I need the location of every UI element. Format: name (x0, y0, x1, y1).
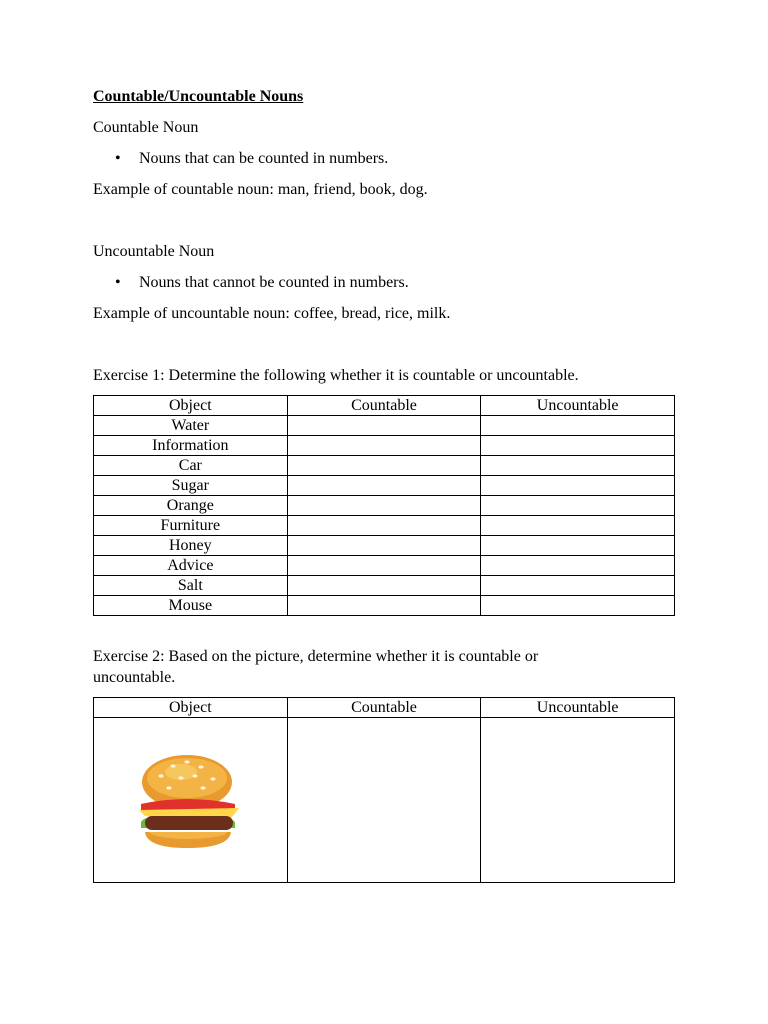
table-header-row (94, 698, 675, 718)
object-picture-cell (94, 718, 288, 883)
countable-cell[interactable] (287, 576, 481, 596)
header-countable: Countable (287, 396, 481, 416)
table-row (94, 436, 675, 456)
countable-example: Example of countable noun: man, friend, book, dog. (93, 181, 428, 198)
object-cell: Car (94, 456, 288, 476)
object-cell: Honey (94, 536, 288, 556)
object-cell: Salt (94, 576, 288, 596)
countable-cell[interactable] (287, 718, 481, 883)
uncountable-cell[interactable] (481, 416, 675, 436)
countable-cell[interactable] (287, 416, 481, 436)
uncountable-cell[interactable] (481, 718, 675, 883)
table-row (94, 718, 675, 883)
object-cell: Mouse (94, 596, 288, 616)
table-row (94, 476, 675, 496)
exercise1-instruction: Exercise 1: Determine the following whether it is countable or uncountable. (93, 367, 579, 384)
table-row (94, 576, 675, 596)
countable-heading: Countable Noun (93, 119, 199, 136)
exercise1-table (93, 395, 675, 616)
hamburger-icon (135, 752, 247, 848)
uncountable-definition: Nouns that cannot be counted in numbers. (139, 274, 409, 291)
table-row (94, 536, 675, 556)
bullet-icon: • (115, 274, 121, 291)
document-body (93, 86, 675, 883)
uncountable-example: Example of uncountable noun: coffee, bread, rice, milk. (93, 305, 451, 322)
countable-cell[interactable] (287, 516, 481, 536)
object-cell: Orange (94, 496, 288, 516)
uncountable-cell[interactable] (481, 496, 675, 516)
header-object: Object (94, 396, 288, 416)
exercise2-table (93, 697, 675, 883)
table-header-row (94, 396, 675, 416)
table-row (94, 516, 675, 536)
countable-bullet-list (93, 148, 675, 170)
list-item (93, 148, 675, 170)
countable-definition: Nouns that can be counted in numbers. (139, 150, 389, 167)
uncountable-cell[interactable] (481, 536, 675, 556)
countable-cell[interactable] (287, 456, 481, 476)
uncountable-cell[interactable] (481, 556, 675, 576)
exercise2-instruction: Exercise 2: Based on the picture, determine whether it is countable or uncountable. (93, 648, 539, 686)
object-cell: Sugar (94, 476, 288, 496)
countable-cell[interactable] (287, 496, 481, 516)
uncountable-cell[interactable] (481, 516, 675, 536)
page-title: Countable/Uncountable Nouns (93, 88, 304, 105)
table-row (94, 556, 675, 576)
countable-cell[interactable] (287, 556, 481, 576)
header-countable: Countable (287, 698, 481, 718)
uncountable-heading: Uncountable Noun (93, 243, 215, 260)
countable-cell[interactable] (287, 436, 481, 456)
countable-cell[interactable] (287, 596, 481, 616)
uncountable-cell[interactable] (481, 456, 675, 476)
header-uncountable: Uncountable (481, 698, 675, 718)
bullet-icon: • (115, 150, 121, 167)
object-cell: Water (94, 416, 288, 436)
uncountable-cell[interactable] (481, 476, 675, 496)
countable-cell[interactable] (287, 536, 481, 556)
header-uncountable: Uncountable (481, 396, 675, 416)
object-cell: Furniture (94, 516, 288, 536)
uncountable-cell[interactable] (481, 436, 675, 456)
uncountable-bullet-list (93, 272, 675, 294)
countable-cell[interactable] (287, 476, 481, 496)
uncountable-cell[interactable] (481, 576, 675, 596)
object-cell: Advice (94, 556, 288, 576)
table-row (94, 416, 675, 436)
table-row (94, 496, 675, 516)
object-cell: Information (94, 436, 288, 456)
list-item (93, 272, 675, 294)
table-row (94, 456, 675, 476)
header-object: Object (94, 698, 288, 718)
table-row (94, 596, 675, 616)
uncountable-cell[interactable] (481, 596, 675, 616)
